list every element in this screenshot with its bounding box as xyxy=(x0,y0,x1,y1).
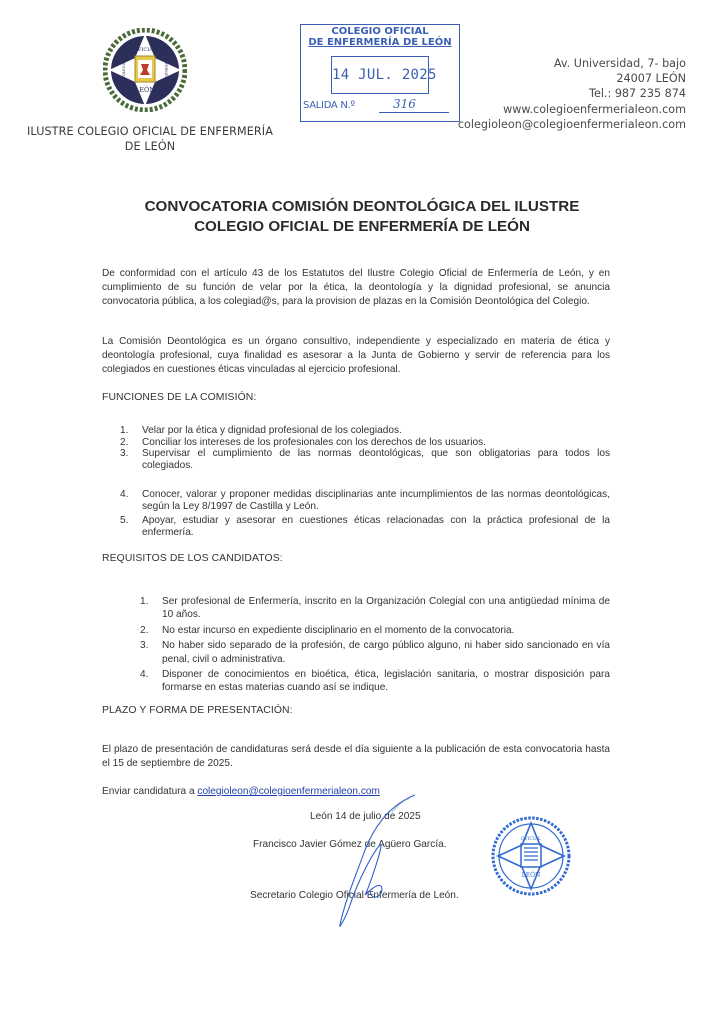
registry-stamp xyxy=(300,24,460,122)
list-item-number: 4. xyxy=(120,489,129,500)
list-item xyxy=(120,489,610,512)
organization-name xyxy=(20,124,280,154)
signatory-name: Francisco Javier Gómez de Agüero García. xyxy=(253,839,447,850)
list-item xyxy=(140,639,610,666)
requisitos-heading: REQUISITOS DE LOS CANDIDATOS: xyxy=(102,553,283,564)
organization-name-line1: ILUSTRE COLEGIO OFICIAL DE ENFERMERÍA xyxy=(27,125,273,138)
document-title xyxy=(100,197,624,237)
list-item xyxy=(120,448,610,471)
crest-text-left: COLEGIO xyxy=(122,61,126,79)
organization-name-line2: DE LEÓN xyxy=(124,140,176,153)
list-item-number: 2. xyxy=(140,624,149,636)
list-item-text: No haber sido separado de la profesión, de cargo público alguno, ni haber sido sancionado en vía penal, civil o administrativa. xyxy=(162,640,610,665)
handwritten-signature-icon xyxy=(320,790,440,930)
contact-info xyxy=(458,56,686,132)
list-item-number: 3. xyxy=(140,640,149,652)
contact-website[interactable]: www.colegioenfermerialeon.com xyxy=(503,102,686,116)
list-item-text: Disponer de conocimientos en bioética, ética, legislación sanitaria, o mostrar disposición para formarse en estas materias cuando así se indique. xyxy=(162,669,610,694)
application-email-link[interactable]: colegioleon@colegioenfermerialeon.com xyxy=(197,786,380,797)
list-item-text: No estar incurso en expediente disciplinario en el momento de la convocatoria. xyxy=(162,624,515,636)
contact-postal-city: 24007 LEÓN xyxy=(616,72,686,86)
list-item xyxy=(140,668,610,695)
contact-email[interactable]: colegioleon@colegioenfermerialeon.com xyxy=(457,117,686,131)
requisitos-list xyxy=(140,595,610,697)
crest-text-right: ENFERMERÍA xyxy=(164,57,168,83)
list-item-text: Ser profesional de Enfermería, inscrito en la Organización Colegial con una antigüedad mínima de 10 años. xyxy=(162,596,610,621)
stamp-underline xyxy=(379,112,449,113)
seal-text-top: OFICIAL xyxy=(520,837,542,842)
stamp-date: 14 JUL. 2025 xyxy=(331,56,429,94)
contact-phone: Tel.: 987 235 874 xyxy=(589,87,686,101)
list-item xyxy=(140,595,610,622)
crest-text-top: OFICIAL xyxy=(133,47,157,53)
list-item-text: Apoyar, estudiar y asesorar en cuestiones éticas relacionadas con la práctica profesional de la enfermería. xyxy=(142,515,610,538)
list-item-number: 2. xyxy=(120,436,129,448)
list-item xyxy=(120,425,610,437)
stamp-title-line1: COLEGIO OFICIAL xyxy=(331,26,429,37)
intro-paragraph: De conformidad con el artículo 43 de los Estatutos del Ilustre Colegio Oficial de Enfermería de León, y en cumplimiento de su función de velar por la ética, la deontología y la dignidad profesional, se anuncia convocatoria pública, a los colegiad@s, para la provision de plazas en la Comisión Deontológica del Colegio. xyxy=(102,268,610,308)
stamp-salida-number: 316 xyxy=(393,97,416,111)
contact-address: Av. Universidad, 7- bajo xyxy=(553,57,686,70)
send-prefix: Enviar candidatura a xyxy=(102,786,198,797)
plazo-heading: PLAZO Y FORMA DE PRESENTACIÓN: xyxy=(102,705,293,716)
document-title-line2: COLEGIO OFICIAL DE ENFERMERÍA DE LEÓN xyxy=(194,218,530,235)
signatory-role: Secretario Colegio Oficial Enfermería de León. xyxy=(250,890,459,901)
stamp-salida-label: SALIDA N.º xyxy=(303,100,355,111)
funciones-heading: FUNCIONES DE LA COMISIÓN: xyxy=(102,392,257,403)
crest-text-bottom: LEÓN xyxy=(134,86,156,94)
plazo-paragraph: El plazo de presentación de candidaturas será desde el día siguiente a la publicación de esta convocatoria hasta el 15 de septiembre de 2025. xyxy=(102,744,610,770)
list-item-number: 3. xyxy=(120,448,129,460)
stamp-title-line2: DE ENFERMERÍA DE LEÓN xyxy=(308,37,452,48)
college-crest-icon xyxy=(103,28,187,112)
list-item-text: Conocer, valorar y proponer medidas disciplinarias ante incumplimientos de las normas deontológicas, según la Ley 8/1997 de Castilla y León. xyxy=(142,489,610,512)
list-item-text: Velar por la ética y dignidad profesional de los colegiados. xyxy=(142,425,402,436)
description-paragraph: La Comisión Deontológica es un órgano consultivo, independiente y especializado en materia de ética y deontología profesional, cuya finalidad es asesorar a la Junta de Gobierno y servir de referencia para los colegiados en cuestiones éticas vinculadas al ejercicio profesional. xyxy=(102,336,610,376)
official-seal-icon xyxy=(490,815,572,897)
signature-place-date: León 14 de julio de 2025 xyxy=(310,811,421,822)
list-item-number: 1. xyxy=(120,425,129,436)
list-item-number: 5. xyxy=(120,515,129,527)
list-item xyxy=(120,515,610,538)
list-item xyxy=(120,437,610,449)
funciones-list-continued xyxy=(120,489,610,538)
list-item-text: Conciliar los intereses de los profesionales con los derechos de los usuarios. xyxy=(142,436,486,448)
list-item-text: Supervisar el cumplimiento de las normas deontológicas, que son obligatorias para todos los colegiados. xyxy=(142,448,610,471)
document-title-line1: CONVOCATORIA COMISIÓN DEONTOLÓGICA DEL ILUSTRE xyxy=(144,198,580,215)
list-item xyxy=(140,624,610,637)
list-item-number: 1. xyxy=(140,596,149,607)
funciones-list xyxy=(120,425,610,471)
list-item-number: 4. xyxy=(140,669,149,681)
seal-text-bottom: LEÓN xyxy=(521,872,541,879)
